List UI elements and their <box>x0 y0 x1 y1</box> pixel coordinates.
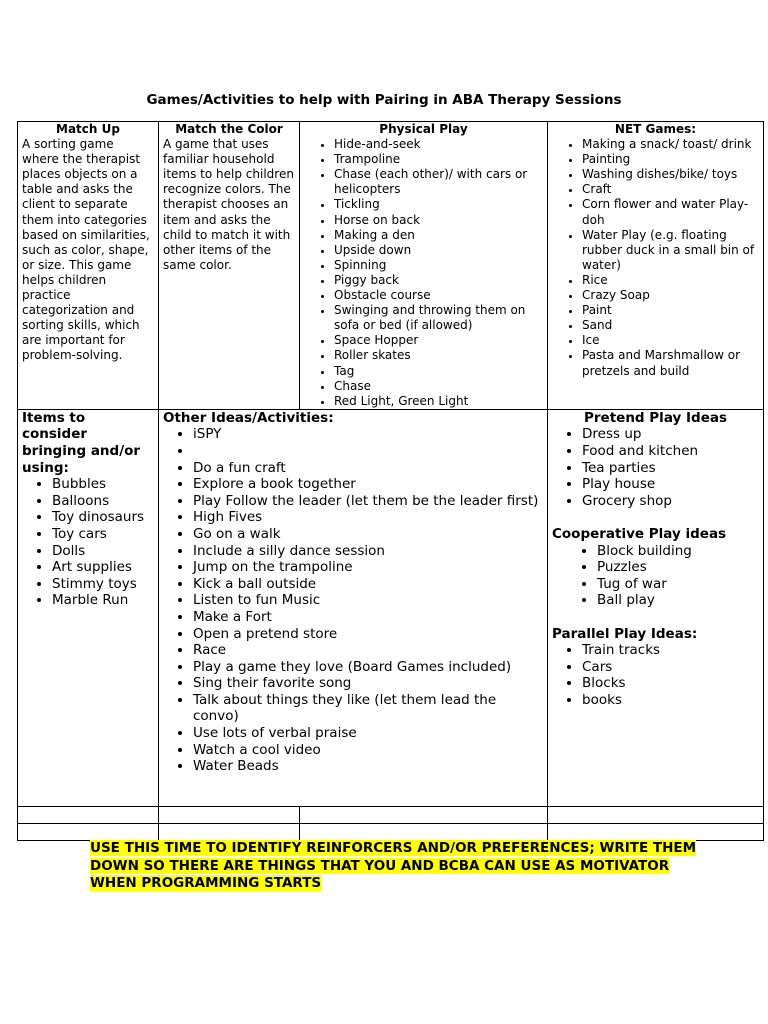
list-item: • Block building <box>597 543 759 560</box>
list-item: • Painting <box>582 152 759 167</box>
list-item: • Use lots of verbal praise <box>193 725 543 742</box>
list-item: • Crazy Soap <box>582 288 759 303</box>
list-item: • Spinning <box>334 258 543 273</box>
list-item: • Ball play <box>597 592 759 609</box>
list-item: • Watch a cool video <box>193 742 543 759</box>
list-item: • Sand <box>582 318 759 333</box>
table-row <box>18 823 764 840</box>
list-item: • Stimmy toys <box>52 576 154 593</box>
list-item: • Do a fun craft <box>193 460 543 477</box>
list-item: • Obstacle course <box>334 288 543 303</box>
list-item: • Grocery shop <box>582 493 759 510</box>
table-row <box>18 806 764 823</box>
list-item: • Toy dinosaurs <box>52 509 154 526</box>
activities-table <box>17 121 764 841</box>
list-item: • Play house <box>582 476 759 493</box>
parallel-play-heading: Parallel Play Ideas: <box>552 625 698 642</box>
cooperative-play-list <box>552 543 759 609</box>
other-ideas-cell <box>159 409 548 806</box>
list-item: • Open a pretend store <box>193 626 543 643</box>
items-bring-heading: Items to consider bringing and/or using: <box>22 409 141 476</box>
list-item: • Washing dishes/bike/ toys <box>582 167 759 182</box>
list-item: • Race <box>193 642 543 659</box>
other-ideas-list <box>163 426 543 774</box>
table-cell <box>159 806 300 823</box>
items-bring-cell <box>18 409 159 806</box>
cooperative-play-heading: Cooperative Play ideas <box>552 525 727 542</box>
list-item: • Making a den <box>334 228 543 243</box>
list-item: • Water Play (e.g. floating rubber duck in a small bin of water) <box>582 228 759 273</box>
reinforcers-note <box>90 840 710 893</box>
list-item: • Train tracks <box>582 642 759 659</box>
list-item: • Corn flower and water Play-doh <box>582 197 759 227</box>
list-item: • Kick a ball outside <box>193 576 543 593</box>
list-item: • Trampoline <box>334 152 543 167</box>
list-item: • Tag <box>334 364 543 379</box>
other-ideas-heading: Other Ideas/Activities: <box>163 409 334 426</box>
list-item: • Tickling <box>334 197 543 212</box>
list-item: • Craft <box>582 182 759 197</box>
play-ideas-cell <box>548 409 764 806</box>
match-up-cell <box>18 122 159 410</box>
pretend-play-heading: Pretend Play Ideas <box>584 409 727 426</box>
list-item: • Explore a book together <box>193 476 543 493</box>
table-cell <box>300 823 548 840</box>
list-item: • Make a Fort <box>193 609 543 626</box>
list-item: • Hide-and-seek <box>334 137 543 152</box>
list-item: • Sing their favorite song <box>193 675 543 692</box>
list-item: • Talk about things they like (let them lead the convo) <box>193 692 543 725</box>
pretend-play-list <box>552 426 759 509</box>
match-up-heading: Match Up <box>56 122 120 136</box>
physical-play-heading: Physical Play <box>379 122 468 136</box>
list-item: • Art supplies <box>52 559 154 576</box>
list-item: • Upside down <box>334 243 543 258</box>
list-item: • Puzzles <box>597 559 759 576</box>
net-games-list <box>552 137 759 379</box>
match-color-heading: Match the Color <box>175 122 283 136</box>
list-item: • Play Follow the leader (let them be the leader first) <box>193 493 543 510</box>
list-item: • iSPY <box>193 426 543 443</box>
items-bring-list <box>22 476 154 609</box>
list-item: • Play a game they love (Board Games included) <box>193 659 543 676</box>
list-item: • Go on a walk <box>193 526 543 543</box>
list-item: • Rice <box>582 273 759 288</box>
list-item: • Jump on the trampoline <box>193 559 543 576</box>
page-title: Games/Activities to help with Pairing in ABA Therapy Sessions <box>146 92 622 108</box>
list-item: • books <box>582 692 759 709</box>
list-item: • Dress up <box>582 426 759 443</box>
table-cell <box>300 806 548 823</box>
match-up-description: A sorting game where the therapist places objects on a table and asks the client to separate them into categories based on similarities, such as color, shape, or size. This game helps children practice categorization and sorting skills, which are important for problem-solving. <box>22 137 150 363</box>
list-item: • Bubbles <box>52 476 154 493</box>
table-cell <box>18 806 159 823</box>
list-item: • Balloons <box>52 493 154 510</box>
list-item: • Water Beads <box>193 758 543 775</box>
list-item: • Cars <box>582 659 759 676</box>
list-item: • Space Hopper <box>334 333 543 348</box>
table-cell <box>159 823 300 840</box>
list-item: • Ice <box>582 333 759 348</box>
parallel-play-list <box>552 642 759 708</box>
match-color-description: A game that uses familiar household items to help children recognize colors. The therapist chooses an item and asks the child to match it with other items of the same color. <box>163 137 294 272</box>
list-item: • Swinging and throwing them on sofa or bed (if allowed) <box>334 303 543 333</box>
list-item: • Blocks <box>582 675 759 692</box>
list-item: • Dolls <box>52 543 154 560</box>
list-item: • Pasta and Marshmallow or pretzels and build <box>582 348 759 378</box>
list-item: • Paint <box>582 303 759 318</box>
table-cell <box>548 806 764 823</box>
list-item: • Toy cars <box>52 526 154 543</box>
net-games-cell <box>548 122 764 410</box>
list-item: • Horse on back <box>334 213 543 228</box>
list-item: • Piggy back <box>334 273 543 288</box>
table-cell <box>548 823 764 840</box>
list-item: • Food and kitchen <box>582 443 759 460</box>
reinforcers-note-text: USE THIS TIME TO IDENTIFY REINFORCERS AND/OR PREFERENCES; WRITE THEM DOWN SO THERE ARE THINGS THAT YOU AND BCBA CAN USE AS MOTIVATOR WHEN PROGRAMMING STARTS <box>90 840 697 891</box>
match-color-cell <box>159 122 300 410</box>
list-item: • Include a silly dance session <box>193 543 543 560</box>
list-item: • Chase (each other)/ with cars or helicopters <box>334 167 543 197</box>
list-item: • Listen to fun Music <box>193 592 543 609</box>
physical-play-cell <box>300 122 548 410</box>
physical-play-list <box>304 137 543 409</box>
list-item: • Red Light, Green Light <box>334 394 543 409</box>
list-item: • Making a snack/ toast/ drink <box>582 137 759 152</box>
list-item <box>193 443 543 460</box>
list-item: • High Fives <box>193 509 543 526</box>
table-row <box>18 122 764 410</box>
table-row <box>18 409 764 806</box>
list-item: • Tug of war <box>597 576 759 593</box>
list-item: • Marble Run <box>52 592 154 609</box>
list-item: • Chase <box>334 379 543 394</box>
net-games-heading: NET Games: <box>614 122 697 136</box>
list-item: • Roller skates <box>334 348 543 363</box>
list-item: • Tea parties <box>582 460 759 477</box>
table-cell <box>18 823 159 840</box>
